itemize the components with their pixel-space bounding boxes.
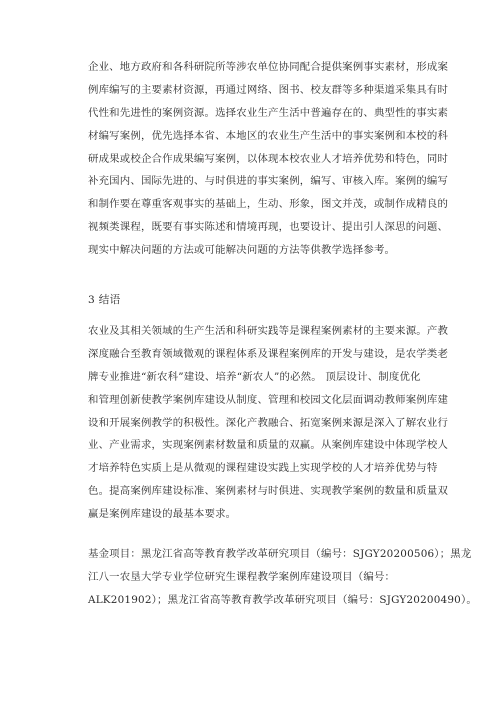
funding-note [88,543,477,612]
paragraph-case-sources [88,56,449,262]
text-line: 企业、地方政府和各科研院所等涉农单位协同配合提供案例事实素材，形成案 [88,61,449,73]
text-line: ALK201902）；黑龙江省高等教育教学改革研究项目（编号：SJGY20200490）。 [88,593,477,606]
text-line: 赢是案例库建设的最基本要求。 [88,508,237,521]
text-line: 研成果或校企合作成果编写案例，以体现本校农业人才培养优势和特色，同时 [88,152,449,165]
text-line: 补充国内、国际先进的、与时俱进的事实案例，编写、审核入库。案例的编写 [88,175,449,188]
text-line: 材编写案例，优先选择本省、本地区的农业生产生活中的事实案例和本校的科 [88,129,449,142]
text-line: 基金项目：黑龙江省高等教育教学改革研究项目（编号：SJGY20200506）；黑龙 [88,548,472,560]
text-line: 牌专业推进“新农科”建设、培养“新农人”的必然。 顶层设计、制度优化 [88,370,421,383]
text-line: 视频类课程，既要有事实陈述和情境再现，也要设计、提出引人深思的问题、 [88,221,449,234]
section-heading-conclusion: 3 结语 [88,294,121,306]
paragraph-conclusion [88,320,449,526]
text-line: 色。提高案例库建设标准、案例素材与时俱进、实现教学案例的数量和质量双 [88,485,449,498]
text-line: 例库编写的主要素材资源，再通过网络、图书、校友群等多种渠道采集具有时 [88,83,449,96]
text-line: 现实中解决问题的方法或可能解决问题的方法等供教学选择参考。 [88,244,396,257]
text-line: 深度融合至教育领域微观的课程体系及课程案例库的开发与建设，是农学类老 [88,347,449,360]
text-line: 设和开展案例教学的积极性。深化产教融合、拓宽案例来源是深入了解农业行 [88,416,449,429]
text-line: 业、产业需求，实现案例素材数量和质量的双赢。从案例库建设中体现学校人 [88,439,449,452]
text-line: 农业及其相关领域的生产生活和科研实践等是课程案例素材的主要来源。产教 [88,325,449,337]
text-line: 和管理创新使教学案例库建设从制度、管理和校园文化层面调动教师案例库建 [88,393,449,406]
text-line: 代性和先进性的案例资源。选择农业生产生活中普遍存在的、典型性的事实素 [88,106,449,119]
text-line: 才培养特色实质上是从微观的课程建设实践上实现学校的人才培养优势与特 [88,462,438,475]
text-line: 江八一农垦大学专业学位研究生课程教学案例库建设项目（编号： [88,570,396,583]
text-line: 和制作要在尊重客观事实的基础上，生动、形象，图文并茂，或制作成精良的 [88,198,449,211]
